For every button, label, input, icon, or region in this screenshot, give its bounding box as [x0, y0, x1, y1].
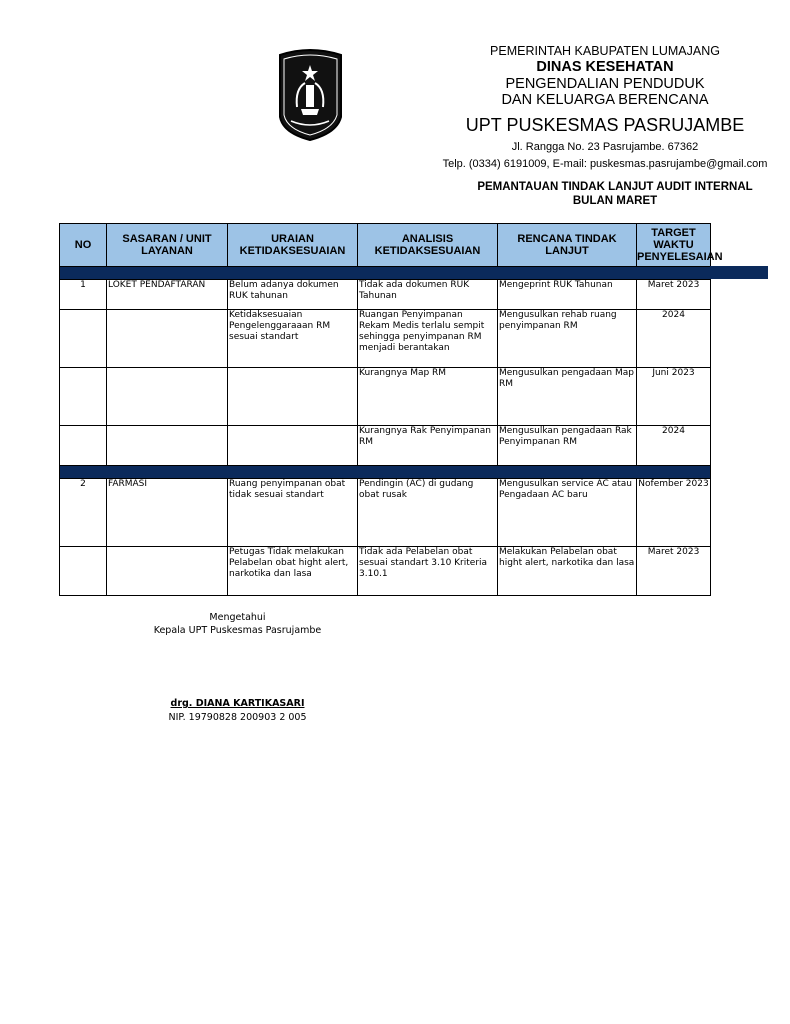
cell-no — [60, 368, 107, 426]
cell-unit: LOKET PENDAFTARAN — [107, 280, 228, 310]
section-band — [60, 267, 711, 280]
cell-analisis: Tidak ada Pelabelan obat sesuai standart 3.10 Kriteria 3.10.1 — [358, 547, 498, 596]
agency-subname: PENGENDALIAN PENDUDUK — [505, 76, 705, 92]
header-uraian: URAIAN KETIDAKSESUAIAN — [228, 224, 358, 267]
cell-no: 2 — [60, 479, 107, 547]
document-period: BULAN MARET — [572, 195, 658, 207]
table-row — [60, 310, 711, 368]
cell-unit — [107, 310, 228, 368]
address-line: Jl. Rangga No. 23 Pasrujambe. 67362 — [511, 141, 699, 153]
signer-name: drg. DIANA KARTIKASARI — [170, 698, 305, 709]
signer-position: Kepala UPT Puskesmas Pasrujambe — [153, 625, 322, 636]
cell-target: Maret 2023 — [637, 280, 711, 310]
cell-rencana: Melakukan Pelabelan obat hight alert, narkotika dan lasa — [498, 547, 637, 596]
document-title: PEMANTAUAN TINDAK LANJUT AUDIT INTERNAL — [477, 181, 753, 193]
cell-rencana: Mengusulkan service AC atau Pengadaan AC baru — [498, 479, 637, 547]
table-row — [60, 547, 711, 596]
table-row — [60, 368, 711, 426]
cell-rencana: Mengeprint RUK Tahunan — [498, 280, 637, 310]
header-analisis: ANALISIS KETIDAKSESUAIAN — [358, 224, 498, 267]
cell-unit: FARMASI — [107, 479, 228, 547]
cell-rencana: Mengusulkan rehab ruang penyimpanan RM — [498, 310, 637, 368]
cell-target: 2024 — [637, 310, 711, 368]
cell-target: Juni 2023 — [637, 368, 711, 426]
cell-rencana: Mengusulkan pengadaan Map RM — [498, 368, 637, 426]
cell-uraian: Ruang penyimpanan obat tidak sesuai standart — [228, 479, 358, 547]
cell-analisis: Tidak ada dokumen RUK Tahunan — [358, 280, 498, 310]
cell-analisis: Pendingin (AC) di gudang obat rusak — [358, 479, 498, 547]
letterhead — [420, 44, 790, 171]
header-no: NO — [60, 224, 107, 267]
cell-unit — [107, 547, 228, 596]
cell-uraian — [228, 368, 358, 426]
table-row — [60, 426, 711, 466]
cell-unit — [107, 426, 228, 466]
cell-uraian: Petugas Tidak melakukan Pelabelan obat hight alert, narkotika dan lasa — [228, 547, 358, 596]
cell-analisis: Kurangnya Rak Penyimpanan RM — [358, 426, 498, 466]
section-band-extension — [710, 266, 768, 279]
agency-name: DINAS KESEHATAN — [536, 59, 674, 75]
institution-name: UPT PUSKESMAS PASRUJAMBE — [465, 115, 745, 135]
header-sasaran: SASARAN / UNIT LAYANAN — [107, 224, 228, 267]
section-band — [60, 466, 711, 479]
signer-nip: NIP. 19790828 200903 2 005 — [168, 712, 307, 723]
cell-analisis: Kurangnya Map RM — [358, 368, 498, 426]
cell-target: Maret 2023 — [637, 547, 711, 596]
cell-no — [60, 426, 107, 466]
contact-line: Telp. (0334) 6191009, E-mail: puskesmas.pasrujambe@gmail.com — [442, 158, 768, 170]
header-rencana: RENCANA TINDAK LANJUT — [498, 224, 637, 267]
cell-target: Nofember 2023 — [637, 479, 711, 547]
cell-no: 1 — [60, 280, 107, 310]
table-header-row — [60, 224, 711, 267]
cell-uraian: Ketidaksesuaian Pengelenggaraaan RM sesuai standart — [228, 310, 358, 368]
agency-subname-2: DAN KELUARGA BERENCANA — [501, 92, 709, 108]
cell-no — [60, 310, 107, 368]
cell-target: 2024 — [637, 426, 711, 466]
cell-rencana: Mengusulkan pengadaan Rak Penyimpanan RM — [498, 426, 637, 466]
cell-no — [60, 547, 107, 596]
cell-uraian: Belum adanya dokumen RUK tahunan — [228, 280, 358, 310]
cell-analisis: Ruangan Penyimpanan Rekam Medis terlalu sempit sehingga penyimpanan RM menjadi berantakan — [358, 310, 498, 368]
acknowledge-label: Mengetahui — [209, 612, 266, 623]
table-row — [60, 280, 711, 310]
table-row — [60, 479, 711, 547]
header-target: TARGET WAKTU PENYELESAIAN — [637, 224, 711, 267]
audit-followup-table — [59, 223, 723, 596]
government-name: PEMERINTAH KABUPATEN LUMAJANG — [490, 44, 720, 58]
cell-uraian — [228, 426, 358, 466]
cell-unit — [107, 368, 228, 426]
lumajang-emblem-logo — [277, 47, 344, 142]
